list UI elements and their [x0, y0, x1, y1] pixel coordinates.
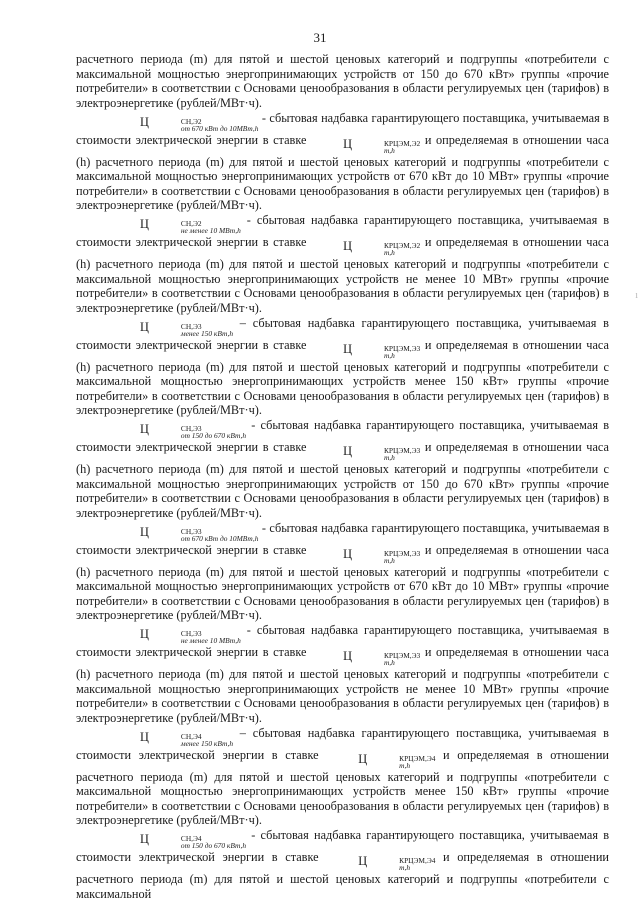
definition-paragraph: [76, 418, 609, 520]
symbol-superscript: СН,Э2: [180, 219, 202, 228]
symbol-subscript: m,h: [383, 145, 395, 155]
rate-symbol: [326, 751, 436, 770]
symbol-subscript: m,h: [383, 658, 395, 667]
symbol-base: Ц: [140, 319, 149, 334]
rate-symbol: [311, 241, 420, 257]
symbol-subscript: от 670 кВт до 10МВт,h: [180, 533, 259, 543]
symbol-base: Ц: [358, 751, 368, 766]
symbol-superscript: КРЦЭМ,Э3: [383, 651, 421, 660]
rate-symbol: [311, 546, 421, 565]
symbol-superscript: КРЦЭМ,Э2: [383, 241, 421, 250]
intro-paragraph: расчетного периода (m) для пятой и шестой ценовых категорий и подгруппы «потребители с максимальной мощностью энергопринимающих устройств от 150 до 670 кВт» группы «прочие потребители» в соответствии с Основами ценообразования в области регулируемых цен (тарифов) в электроэнергетике (рублей/МВт·ч).: [76, 52, 609, 110]
definition-paragraph: [76, 316, 609, 418]
page-number: 31: [313, 30, 327, 45]
tariff-symbol: [108, 629, 241, 645]
definition-paragraph: [76, 828, 609, 901]
symbol-subscript: менее 150 кВт,h: [180, 328, 234, 338]
definition-paragraph: [76, 623, 609, 725]
symbol-subscript: не менее 10 МВт,h: [180, 636, 241, 645]
entries-list: [76, 111, 609, 902]
symbol-superscript: СН,Э3: [180, 321, 202, 331]
rate-symbol: [311, 136, 421, 155]
tariff-symbol: [108, 114, 259, 133]
definition-text-continued: и определяемая в отношении часа (h) расчетного периода (m) для пятой и шестой ценовых категорий и подгруппы «потребители с максимальной мощностью энергопринимающих устройств от 670 кВт до 10 МВт» группы «прочие потребители» в соответствии с Основами ценообразования в области регулируемых цен (тарифов) в электроэнергетике (рублей/МВт·ч).: [76, 542, 609, 622]
symbol-superscript: СН,Э2: [180, 116, 202, 126]
symbol-subscript: менее 150 кВт,h: [180, 738, 234, 748]
definition-text-continued: и определяемая в отношении расчетного периода (m) для пятой и шестой ценовых категорий и подгруппы «потребители с максимальной мощностью энергопринимающих устройств менее 150 кВт» группы «прочие потребители» в соответствии с Основами ценообразования в области регулируемых цен (тарифов) в электроэнергетике (рублей/МВт·ч).: [76, 747, 609, 827]
symbol-base: Ц: [140, 217, 149, 231]
tariff-symbol: [108, 524, 259, 543]
symbol-superscript: КРЦЭМ,Э2: [383, 138, 421, 148]
definition-text-continued: и определяемая в отношении часа (h) расчетного периода (m) для пятой и шестой ценовых категорий и подгруппы «потребители с максимальной мощностью энергопринимающих устройств менее 150 кВт» группы «прочие потребители» в соответствии с Основами ценообразования в области регулируемых цен (тарифов) в электроэнергетике (рублей/МВт·ч).: [76, 337, 609, 417]
definition-text-continued: и определяемая в отношении часа (h) расчетного периода (m) для пятой и шестой ценовых категорий и подгруппы «потребители с максимальной мощностью энергопринимающих устройств не менее 10 МВт» группы «прочие потребители» в соответствии с Основами ценообразования в области регулируемых цен (тарифов) в электроэнергетике (рублей/МВт·ч).: [76, 235, 609, 315]
tariff-symbol: [108, 729, 234, 748]
symbol-subscript: не менее 10 МВт,h: [180, 226, 241, 235]
definition-paragraph: [76, 521, 609, 623]
definition-paragraph: [76, 213, 609, 315]
definition-paragraph: [76, 111, 609, 213]
definition-text-continued: и определяемая в отношении часа (h) расчетного периода (m) для пятой и шестой ценовых категорий и подгруппы «потребители с максимальной мощностью энергопринимающих устройств от 150 до 670 кВт» группы «прочие потребители» в соответствии с Основами ценообразования в области регулируемых цен (тарифов) в электроэнергетике (рублей/МВт·ч).: [76, 440, 609, 520]
definition-text: - сбытовая надбавка гарантирующего поставщика, учитываемая в стоимости электрической энергии в ставке: [76, 828, 609, 864]
symbol-superscript: КРЦЭМ,Э3: [383, 343, 421, 353]
symbol-base: Ц: [343, 546, 352, 561]
symbol-base: Ц: [343, 136, 352, 151]
symbol-superscript: КРЦЭМ,Э3: [383, 548, 421, 558]
symbol-base: Ц: [140, 729, 149, 744]
symbol-base: Ц: [343, 649, 352, 663]
definition-text: - сбытовая надбавка гарантирующего поставщика, учитываемая в стоимости электрической энергии в ставке: [76, 110, 609, 147]
symbol-subscript: от 670 кВт до 10МВт,h: [180, 123, 259, 133]
symbol-base: Ц: [343, 239, 352, 253]
document-body: [76, 52, 609, 901]
definition-text: - сбытовая надбавка гарантирующего поставщика, учитываемая в стоимости электрической энергии в ставке: [76, 418, 609, 454]
symbol-base: Ц: [358, 854, 368, 868]
tariff-symbol: [108, 319, 234, 338]
symbol-superscript: КРЦЭМ,Э3: [383, 446, 421, 455]
symbol-superscript: СН,Э3: [180, 526, 202, 536]
definition-text: - сбытовая надбавка гарантирующего поставщика, учитываемая в стоимости электрической энергии в ставке: [76, 213, 609, 249]
symbol-superscript: СН,Э3: [180, 424, 202, 433]
tariff-symbol: [108, 424, 246, 440]
symbol-subscript: m,h: [383, 350, 395, 360]
symbol-subscript: m,h: [383, 453, 395, 462]
tariff-symbol: [108, 834, 246, 850]
definition-text-continued: и определяемая в отношении часа (h) расчетного периода (m) для пятой и шестой ценовых категорий и подгруппы «потребители с максимальной мощностью энергопринимающих устройств от 670 кВт до 10 МВт» группы «прочие потребители» в соответствии с Основами ценообразования в области регулируемых цен (тарифов) в электроэнергетике (рублей/МВт·ч).: [76, 132, 609, 212]
symbol-superscript: СН,Э4: [180, 731, 202, 741]
symbol-base: Ц: [140, 422, 149, 436]
definition-text: - сбытовая надбавка гарантирующего поставщика, учитываемая в стоимости электрической энергии в ставке: [76, 623, 609, 659]
symbol-base: Ц: [140, 114, 149, 129]
symbol-superscript: КРЦЭМ,Э4: [399, 753, 436, 763]
definition-text: - сбытовая надбавка гарантирующего поставщика, учитываемая в стоимости электрической энергии в ставке: [76, 520, 609, 557]
definition-text-continued: и определяемая в отношении расчетного периода (m) для пятой и шестой ценовых категорий и подгруппы «потребители с максимальной: [76, 850, 609, 901]
symbol-base: Ц: [140, 832, 149, 846]
symbol-subscript: m,h: [399, 863, 411, 872]
rate-symbol: [311, 446, 420, 462]
definition-text: – сбытовая надбавка гарантирующего поставщика, учитываемая в стоимости электрической энергии в ставке: [76, 725, 609, 762]
rate-symbol: [311, 651, 420, 667]
symbol-subscript: от 150 до 670 кВт,h: [180, 841, 247, 850]
symbol-superscript: СН,Э4: [180, 834, 202, 843]
symbol-base: Ц: [343, 341, 352, 356]
rate-symbol: [326, 856, 435, 872]
definition-text: – сбытовая надбавка гарантирующего поставщика, учитываемая в стоимости электрической энергии в ставке: [76, 315, 609, 352]
symbol-subscript: m,h: [383, 248, 395, 257]
symbol-base: Ц: [140, 627, 149, 641]
definition-paragraph: [76, 726, 609, 828]
tariff-symbol: [108, 219, 241, 235]
symbol-subscript: m,h: [399, 760, 411, 770]
symbol-subscript: m,h: [383, 555, 395, 565]
symbol-subscript: от 150 до 670 кВт,h: [180, 431, 247, 440]
margin-mark: ı: [635, 290, 638, 301]
symbol-base: Ц: [140, 524, 149, 539]
definition-text-continued: и определяемая в отношении часа (h) расчетного периода (m) для пятой и шестой ценовых категорий и подгруппы «потребители с максимальной мощностью энергопринимающих устройств не менее 10 МВт» группы «прочие потребители» в соответствии с Основами ценообразования в области регулируемых цен (тарифов) в электроэнергетике (рублей/МВт·ч).: [76, 645, 609, 725]
symbol-base: Ц: [343, 444, 352, 458]
symbol-superscript: КРЦЭМ,Э4: [399, 856, 436, 865]
rate-symbol: [311, 341, 421, 360]
symbol-superscript: СН,Э3: [180, 629, 202, 638]
